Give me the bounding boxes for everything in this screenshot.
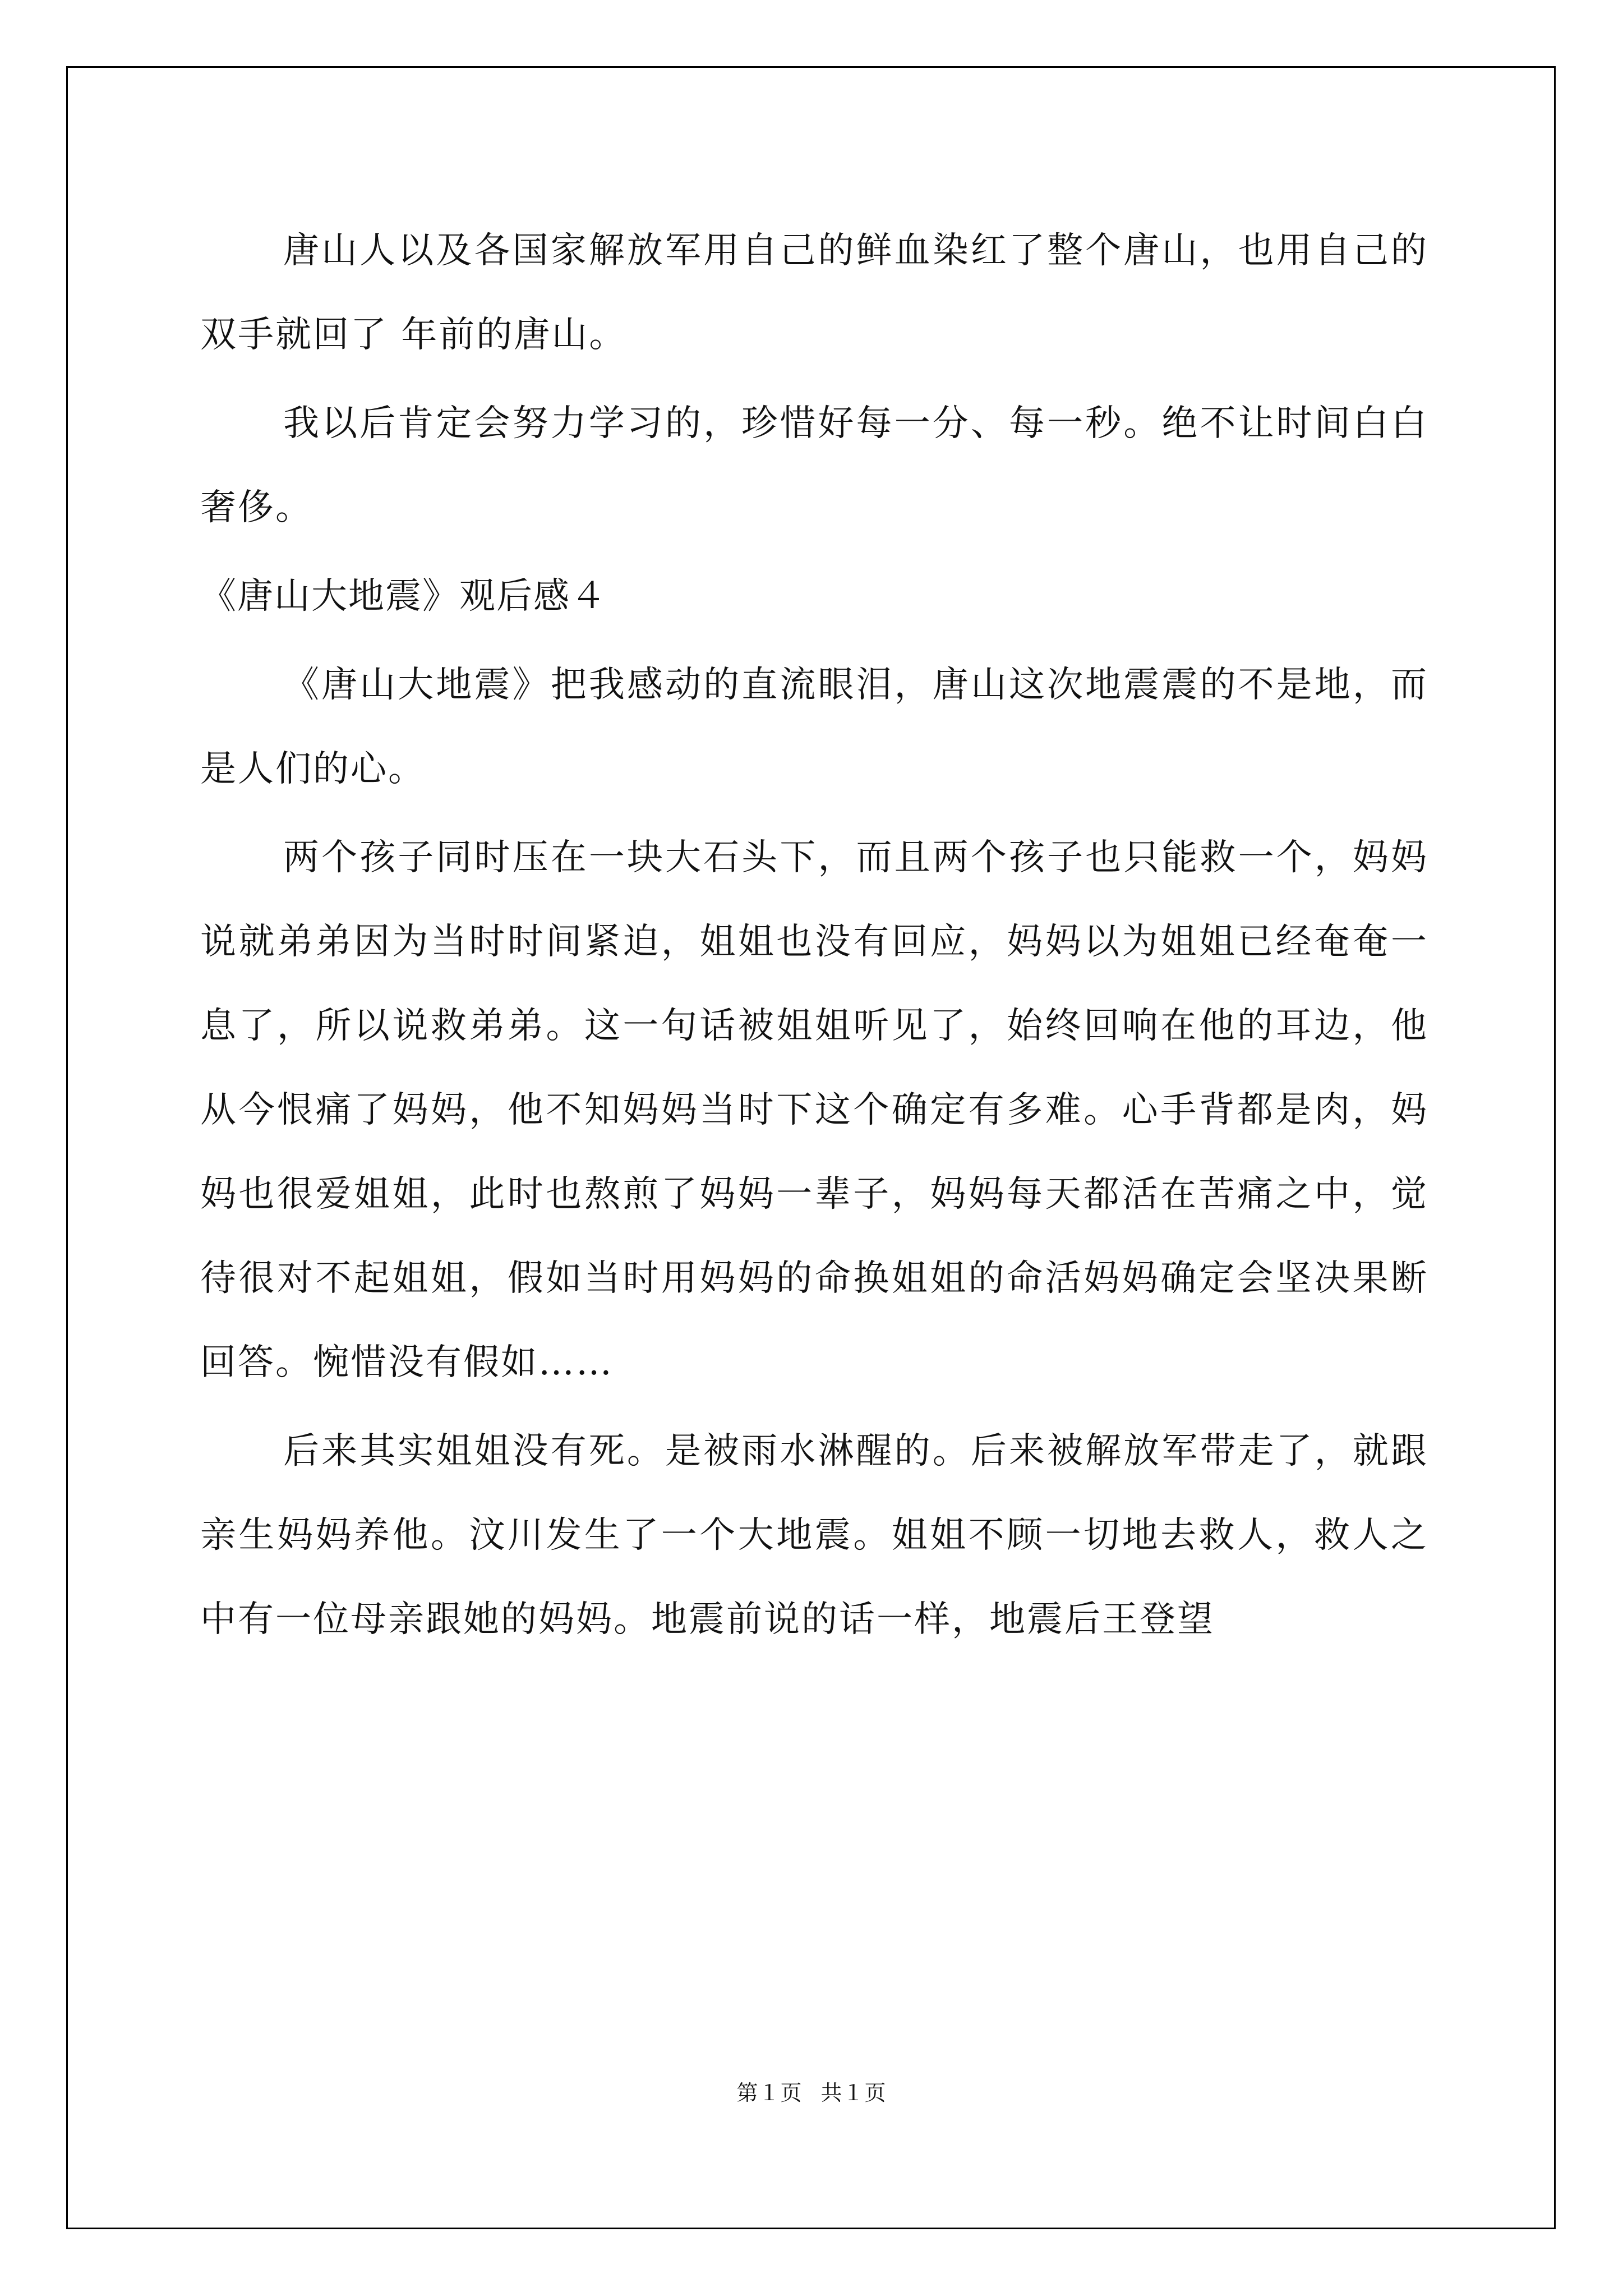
- paragraph: 唐山人以及各国家解放军用自己的鲜血染红了整个唐山，也用自己的双手就回了 年前的唐山。: [200, 230, 1428, 356]
- section-heading: 《唐山大地震》观后感４: [200, 576, 607, 617]
- page-footer: [0, 2076, 1623, 2106]
- paragraph: 《唐山大地震》把我感动的直流眼泪，唐山这次地震震的不是地，而是人们的心。: [200, 664, 1428, 790]
- page-number: 第１页: [736, 2081, 803, 2105]
- paragraph: 我以后肯定会努力学习的，珍惜好每一分、每一秒。绝不让时间白白奢侈。: [200, 403, 1428, 528]
- document-body: [200, 209, 1428, 1666]
- paragraph: 后来其实姐姐没有死。是被雨水淋醒的。后来被解放军带走了，就跟亲生妈妈养他。汶川发生了一个大地震。姐姐不顾一切地去救人，救人之中有一位母亲跟她的妈妈。地震前说的话一样，地震后王登望: [200, 1430, 1428, 1640]
- page-total: 共１页: [820, 2081, 887, 2105]
- paragraph: 两个孩子同时压在一块大石头下，而且两个孩子也只能救一个，妈妈说就弟弟因为当时时间紧迫，姐姐也没有回应，妈妈以为姐姐已经奄奄一息了，所以说救弟弟。这一句话被姐姐听见了，始终回响在他的耳边，他从今恨痛了妈妈，他不知妈妈当时下这个确定有多难。心手背都是肉，妈妈也很爱姐姐，此时也熬煎了妈妈一辈子，妈妈每天都活在苦痛之中，觉待很对不起姐姐，假如当时用妈妈的命换姐姐的命活妈妈确定会坚决果断回答。惋惜没有假如……: [200, 837, 1428, 1383]
